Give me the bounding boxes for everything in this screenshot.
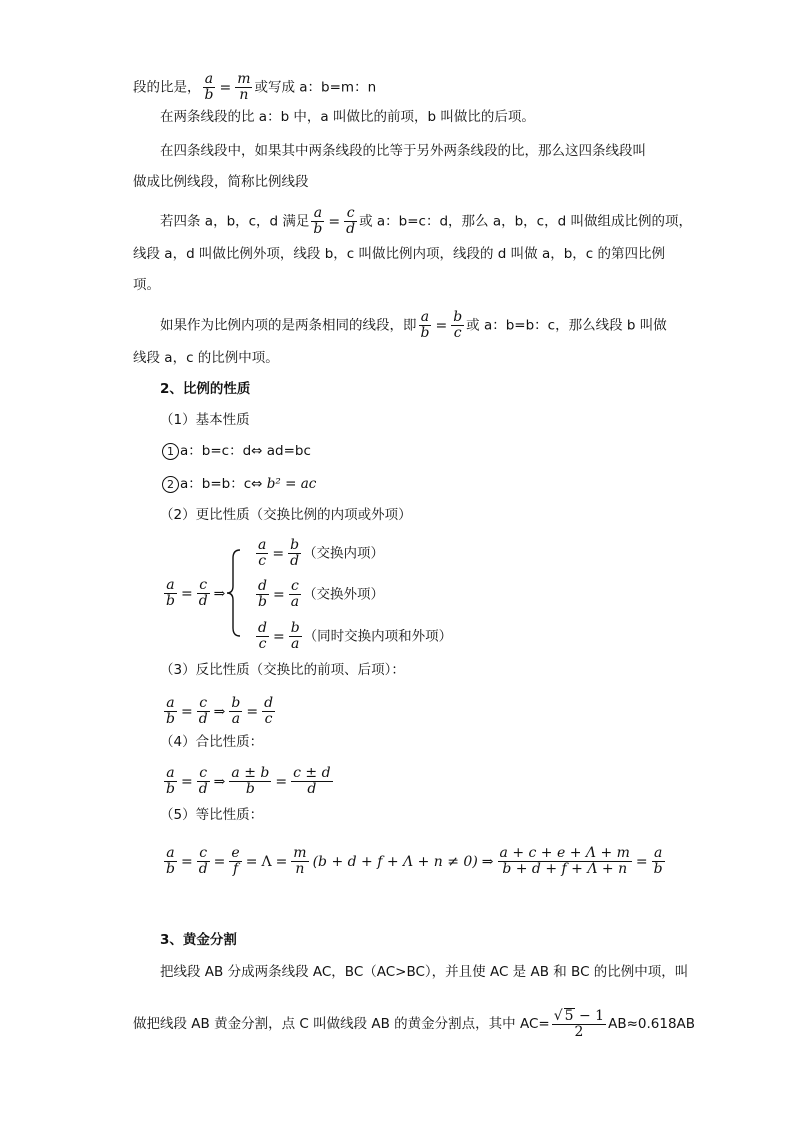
- text: 段的比是，: [133, 79, 201, 96]
- sqrt-radicand: 5: [564, 1008, 574, 1024]
- alternation-lhs: [162, 578, 227, 609]
- equals-sign: =: [180, 773, 193, 790]
- text: 或写成 a：b=m：n: [254, 79, 377, 96]
- text: 如果作为比例内项的是两条相同的线段，即: [160, 317, 417, 334]
- text: a：b=c：d⇔ ad=bc: [180, 443, 311, 459]
- alternation-case-3: [254, 621, 452, 652]
- left-brace-icon: [226, 548, 242, 638]
- fraction-a-over-b: $\frac{a}{b}$: [166, 765, 175, 797]
- equals-sign: =: [275, 853, 288, 870]
- implies-arrow: ⇒: [481, 853, 494, 870]
- componendo-formula: [162, 766, 335, 797]
- intro-line-1: [133, 72, 376, 103]
- fraction-d-over-c: $\frac{d}{c}$: [258, 620, 267, 652]
- text: （交换内项）: [303, 545, 385, 562]
- intro-line-5: [160, 206, 692, 237]
- fraction-c-over-a: $\frac{c}{a}$: [290, 578, 300, 610]
- property-title: （2）更比性质（交换比例的内项或外项）: [160, 507, 412, 523]
- circled-number-1: 1: [162, 443, 179, 460]
- fraction-b-over-d: $\frac{b}{d}$: [290, 537, 300, 569]
- alternation-case-1: [254, 538, 384, 569]
- alternation-case-2: [254, 579, 384, 610]
- fraction-a-over-b: $\frac{a}{b}$: [420, 309, 430, 341]
- fraction-c-over-d: $\frac{c}{d}$: [198, 845, 208, 877]
- fraction-e-over-f: $\frac{e}{f}$: [231, 845, 240, 877]
- text: AB≈0.618AB: [608, 1016, 696, 1032]
- property-title: （3）反比性质（交换比的前项、后项）：: [160, 662, 405, 678]
- implies-arrow: ⇒: [213, 585, 226, 602]
- property-title: （1）基本性质: [160, 412, 250, 428]
- text: a：b=b：c⇔: [180, 476, 263, 492]
- fraction-a-pm-b-over-b: $\frac{a \pm b}{b}$: [231, 765, 270, 797]
- equals-sign: =: [328, 213, 341, 230]
- property-item: [162, 474, 316, 494]
- equals-sign: =: [272, 628, 285, 645]
- golden-section-line-1: 把线段 AB 分成两条线段 AC，BC（AC>BC），并且使 AC 是 AB 和 BC 的比例中项，叫: [160, 964, 689, 980]
- fraction-a-over-b: $\frac{a}{b}$: [166, 845, 175, 877]
- fraction-sum-over-sum: $\frac{a + c + e + \Lambda + m}{b + d + f + \Lambda + n}$: [499, 845, 630, 877]
- intro-line-4: 做成比例线段，简称比例线段: [133, 174, 309, 190]
- equals-sign: =: [245, 853, 258, 870]
- circled-number-2: 2: [162, 476, 179, 493]
- equals-sign: =: [180, 585, 193, 602]
- fraction-a-over-b: $\frac{a}{b}$: [166, 577, 175, 609]
- fraction-c-over-d: $\frac{c}{d}$: [198, 695, 208, 727]
- math-expression: b² = ac: [266, 476, 317, 492]
- intro-line-6: 线段 a，d 叫做比例外项，线段 b，c 叫做比例内项，线段的 d 叫做 a，b，c 的第四比例: [133, 246, 665, 262]
- intro-line-9: 线段 a，c 的比例中项。: [133, 350, 279, 366]
- fraction-a-over-b: $\frac{a}{b}$: [313, 205, 323, 237]
- text: 若四条 a，b，c，d 满足: [160, 213, 310, 230]
- equals-sign: =: [213, 853, 226, 870]
- equals-sign: =: [635, 853, 648, 870]
- equal-ratio-formula: [162, 846, 667, 877]
- fraction-a-over-c: $\frac{a}{c}$: [258, 537, 267, 569]
- fraction-d-over-b: $\frac{d}{b}$: [258, 578, 267, 610]
- text: （交换外项）: [303, 586, 385, 603]
- section-heading: 3、黄金分割: [160, 932, 237, 948]
- property-title: （4）合比性质：: [160, 734, 264, 750]
- equals-sign: =: [180, 703, 193, 720]
- text: 或 a：b=b：c，那么线段 b 叫做: [466, 317, 667, 334]
- fraction-a-over-b: $\frac{a}{b}$: [204, 71, 214, 103]
- fraction-b-over-a: $\frac{b}{a}$: [231, 695, 241, 727]
- fraction-a-over-b: $\frac{a}{b}$: [653, 845, 663, 877]
- equals-sign: =: [435, 317, 448, 334]
- fraction-d-over-c: $\frac{d}{c}$: [264, 695, 274, 727]
- section-heading: 2、比例的性质: [160, 381, 251, 397]
- equals-sign: =: [275, 773, 288, 790]
- intro-line-7: 项。: [133, 277, 160, 293]
- text: 或 a：b=c：d，那么 a，b，c，d 叫做组成比例的项，: [359, 213, 692, 230]
- equals-sign: =: [219, 79, 232, 96]
- implies-arrow: ⇒: [213, 703, 226, 720]
- fraction-m-over-n: $\frac{m}{n}$: [293, 845, 307, 877]
- fraction-a-over-b: $\frac{a}{b}$: [166, 695, 175, 727]
- text: （同时交换内项和外项）: [303, 628, 453, 645]
- implies-arrow: ⇒: [213, 773, 226, 790]
- property-item: [162, 441, 311, 461]
- fraction-c-over-d: $\frac{c}{d}$: [346, 205, 356, 237]
- fraction-m-over-n: $\frac{m}{n}$: [237, 71, 251, 103]
- ellipsis-symbol: Λ: [261, 853, 272, 870]
- inversion-formula: [162, 696, 277, 727]
- equals-sign: =: [272, 545, 285, 562]
- intro-line-3: 在四条线段中，如果其中两条线段的比等于另外两条线段的比，那么这四条线段叫: [160, 143, 646, 159]
- equals-sign: =: [246, 703, 259, 720]
- equals-sign: =: [272, 586, 285, 603]
- fraction-c-over-d: $\frac{c}{d}$: [198, 765, 208, 797]
- fraction-b-over-c: $\frac{b}{c}$: [453, 309, 463, 341]
- fraction-b-over-a: $\frac{b}{a}$: [290, 620, 300, 652]
- golden-section-line-2: [133, 1008, 695, 1040]
- equals-sign: =: [180, 853, 193, 870]
- fraction-c-over-d: $\frac{c}{d}$: [198, 577, 208, 609]
- condition-expression: (b + d + f + Λ + n ≠ 0): [312, 853, 478, 870]
- intro-line-2: 在两条线段的比 a：b 中，a 叫做比的前项，b 叫做比的后项。: [160, 109, 535, 125]
- property-title: （5）等比性质：: [160, 807, 264, 823]
- fraction-c-pm-d-over-d: $\frac{c \pm d}{d}$: [293, 765, 331, 797]
- intro-line-8: [160, 310, 667, 341]
- text: − 1: [574, 1008, 605, 1024]
- golden-ratio-fraction: $\frac{√ 5 - 1}{2}$: [553, 1008, 605, 1040]
- text: 做把线段 AB 黄金分割，点 C 叫做线段 AB 的黄金分割点，其中 AC=: [133, 1016, 550, 1032]
